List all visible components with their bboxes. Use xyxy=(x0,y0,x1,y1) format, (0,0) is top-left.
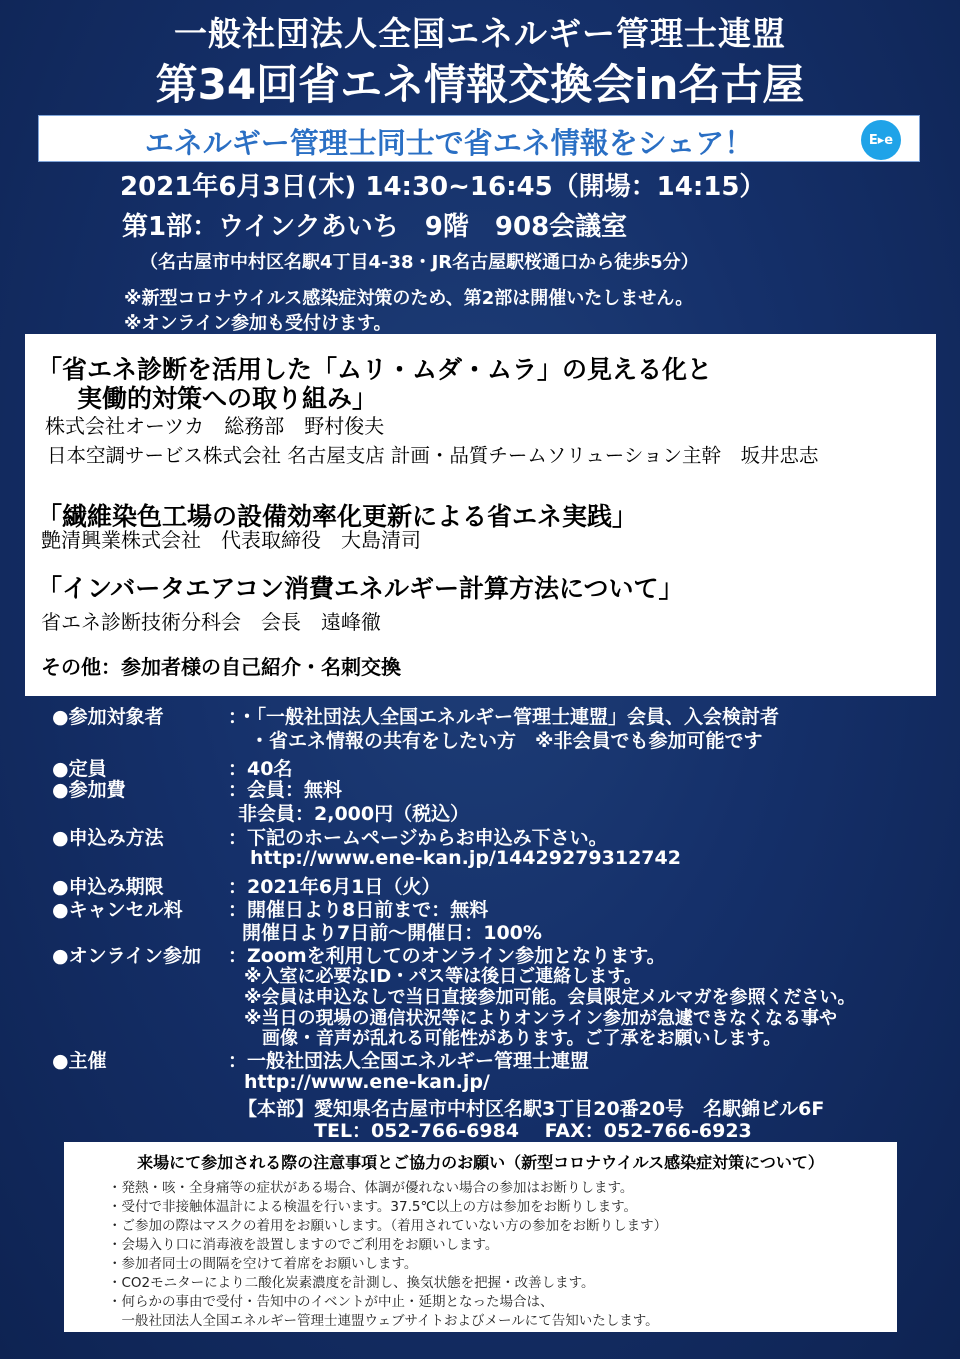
cancel-value-1: ：開催日より8日前まで：無料 xyxy=(228,899,489,921)
online-value-4: ※当日の現場の通信状況等によりオンライン参加が急遽できなくなる事や xyxy=(244,1008,837,1029)
talk1-title-line2: 実働的対策への取り組み」 xyxy=(77,384,378,413)
talk2-speaker: 艶清興業株式会社 代表取締役 大島清司 xyxy=(41,528,421,552)
capacity-label: ●定員 xyxy=(52,758,107,780)
cancel-label: ●キャンセル料 xyxy=(52,899,183,921)
online-value-1: ：Zoomを利用してのオンライン参加となります。 xyxy=(228,945,666,967)
online-label: ●オンライン参加 xyxy=(52,945,202,967)
target-value-1: ：・「一般社団法人全国エネルギー管理士連盟」会員、入会検討者 xyxy=(228,706,780,728)
talk2-title: 「繊維染色工場の設備効率化更新による省エネ実践」 xyxy=(37,502,638,531)
fee-label: ●参加費 xyxy=(52,779,126,801)
talk1-speaker2: 日本空調サービス株式会社 名古屋支店 計画・品質チームソリューション主幹 坂井忠志 xyxy=(47,444,819,467)
other-activities: その他：参加者様の自己紹介・名刺交換 xyxy=(41,655,401,679)
host-address: 【本部】愛知県名古屋市中村区名駅3丁目20番20号 名駅錦ビル6F xyxy=(238,1098,825,1120)
notice-box xyxy=(64,1142,897,1332)
notice-item: ・会場入り口に消毒液を設置しますのでご利用をお願いします。 xyxy=(108,1237,499,1253)
target-label: ●参加対象者 xyxy=(52,706,164,728)
notice-item: ・受付で非接触体温計による検温を行います。37.5℃以上の方は参加をお断りします。 xyxy=(108,1199,638,1215)
event-title: 第34回省エネ情報交換会in名古屋 xyxy=(155,60,805,109)
cancel-value-2: 開催日より7日前～開催日：100% xyxy=(242,922,542,944)
org-title: 一般社団法人全国エネルギー管理士連盟 xyxy=(174,14,786,53)
host-label: ●主催 xyxy=(52,1050,107,1072)
tagline-banner xyxy=(38,115,920,162)
talk1-speaker1: 株式会社オーツカ 総務部 野村俊夫 xyxy=(45,414,385,438)
notice-item: ・CO2モニターにより二酸化炭素濃度を計測し、換気状態を把握・改善します。 xyxy=(108,1275,595,1291)
event-venue: 第1部：ウインクあいち 9階 908会議室 xyxy=(122,212,628,242)
deadline-label: ●申込み期限 xyxy=(52,876,164,898)
notice-item: 一般社団法人全国エネルギー管理士連盟ウェブサイトおよびメールにて告知いたします。 xyxy=(108,1313,659,1329)
tagline-text: エネルギー管理士同士で省エネ情報をシェア！ xyxy=(144,126,754,160)
notice-item: ・発熱・咳・全身痛等の症状がある場合、体調が優れない場合の参加はお断りします。 xyxy=(108,1180,634,1196)
notice-item: ・参加者同士の間隔を空けて着席をお願いします。 xyxy=(108,1256,418,1272)
apply-value-1: ：下記のホームページからお申込み下さい。 xyxy=(228,827,608,849)
host-url-link[interactable]: http://www.ene-kan.jp/ xyxy=(244,1071,490,1093)
apply-url-link[interactable]: http://www.ene-kan.jp/14429279312742 xyxy=(250,847,681,869)
notice-item: ・何らかの事由で受付・告知中のイベントが中止・延期となった場合は、 xyxy=(108,1294,554,1310)
online-value-5: 画像・音声が乱れる可能性があります。ご了承をお願いします。 xyxy=(262,1028,782,1049)
talk1-title-line1: 「省エネ診断を活用した「ムリ・ムダ・ムラ」の見える化と xyxy=(37,355,713,384)
apply-label: ●申込み方法 xyxy=(52,827,164,849)
host-phone-fax: TEL：052-766-6984 FAX：052-766-6923 xyxy=(314,1120,752,1142)
online-value-2: ※入室に必要なID・パス等は後日ご連絡します。 xyxy=(244,966,642,987)
program-box xyxy=(25,334,936,696)
notice-item: ・ご参加の際はマスクの着用をお願いします。（着用されていない方の参加をお断りします） xyxy=(108,1218,668,1234)
fee-value-2: 非会員：2,000円（税込） xyxy=(238,803,470,825)
talk3-speaker: 省エネ診断技術分科会 会長 遠峰徹 xyxy=(41,610,381,634)
notice-title: 来場にて参加される際の注意事項とご協力のお願い（新型コロナウイルス感染症対策について） xyxy=(137,1153,824,1172)
host-value-1: ：一般社団法人全国エネルギー管理士連盟 xyxy=(228,1050,590,1072)
fee-value-1: ：会員：無料 xyxy=(228,779,343,801)
online-value-3: ※会員は申込なしで当日直接参加可能。会員限定メルマガを参照ください。 xyxy=(244,987,856,1008)
capacity-value: ：40名 xyxy=(228,758,293,780)
deadline-value: ：2021年6月1日（火） xyxy=(228,876,441,898)
online-note: ※オンライン参加も受付けます。 xyxy=(124,313,392,334)
ene-kan-logo-icon: E▸e xyxy=(861,120,901,160)
venue-address: （名古屋市中村区名駅4丁目4-38・JR名古屋駅桜通口から徒歩5分） xyxy=(140,252,699,273)
event-datetime: 2021年6月3日(木) 14:30~16:45（開場：14:15） xyxy=(120,172,766,202)
covid-note: ※新型コロナウイルス感染症対策のため、第2部は開催いたしません。 xyxy=(124,288,694,309)
target-value-2: ・省エネ情報の共有をしたい方 ※非会員でも参加可能です xyxy=(250,730,763,752)
talk3-title: 「インバータエアコン消費エネルギー計算方法について」 xyxy=(37,574,684,603)
